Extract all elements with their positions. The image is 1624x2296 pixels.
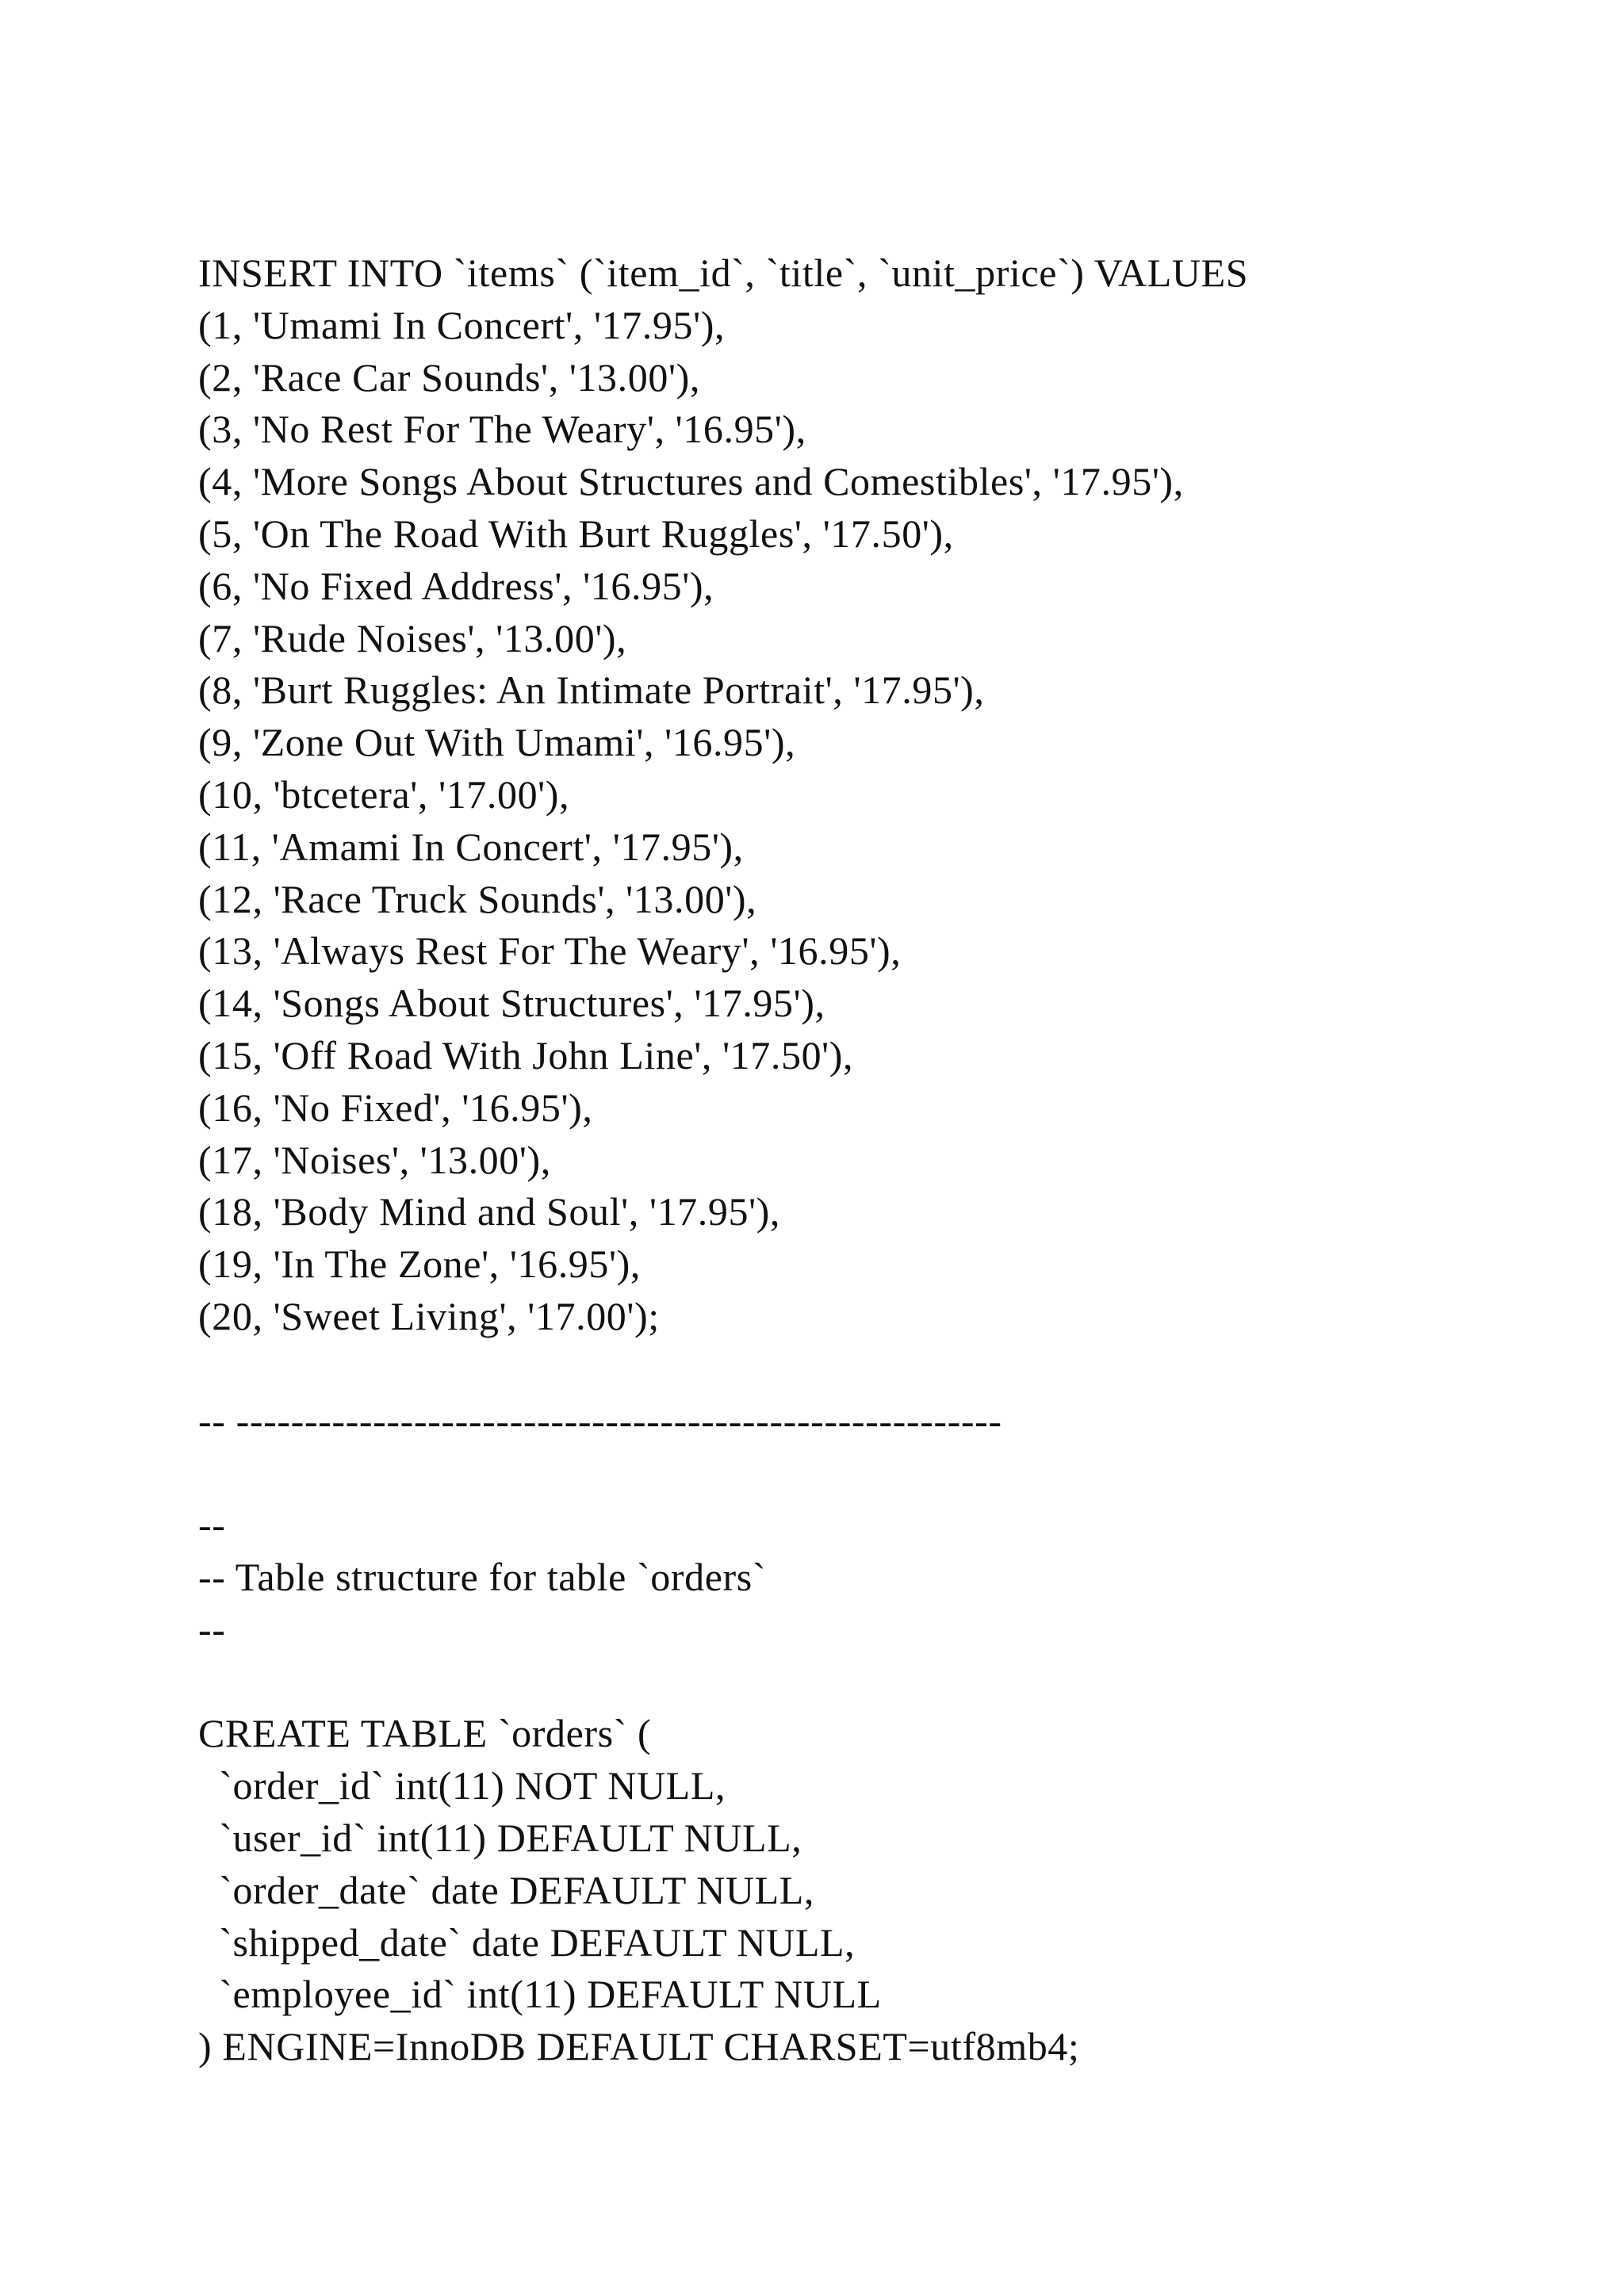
- create-table-column: `order_date` date DEFAULT NULL,: [198, 1867, 815, 1912]
- insert-row: (13, 'Always Rest For The Weary', '16.95'),: [198, 928, 902, 974]
- insert-row: (2, 'Race Car Sounds', '13.00'),: [198, 354, 700, 400]
- insert-statement-header: INSERT INTO `items` (`item_id`, `title`, `unit_price`) VALUES: [198, 251, 1249, 295]
- insert-row: (10, 'btcetera', '17.00'),: [198, 771, 570, 817]
- blank-line: [198, 1447, 1546, 1499]
- insert-row: (6, 'No Fixed Address', '16.95'),: [198, 563, 714, 608]
- comment-close: --: [198, 1606, 226, 1651]
- insert-row: (17, 'Noises', '13.00'),: [198, 1137, 551, 1182]
- create-table-column: `shipped_date` date DEFAULT NULL,: [198, 1919, 856, 1965]
- comment-open: --: [198, 1502, 226, 1548]
- insert-row: (16, 'No Fixed', '16.95'),: [198, 1085, 593, 1130]
- create-table-column: `order_id` int(11) NOT NULL,: [198, 1763, 726, 1808]
- sql-dump-text: [198, 247, 1546, 2073]
- create-table-column: `user_id` int(11) DEFAULT NULL,: [198, 1815, 802, 1860]
- insert-row: (20, 'Sweet Living', '17.00');: [198, 1293, 660, 1338]
- insert-row: (19, 'In The Zone', '16.95'),: [198, 1242, 641, 1287]
- insert-row: (9, 'Zone Out With Umami', '16.95'),: [198, 720, 796, 765]
- insert-row: (7, 'Rude Noises', '13.00'),: [198, 615, 627, 660]
- insert-row: (15, 'Off Road With John Line', '17.50'),: [198, 1032, 854, 1077]
- create-table-footer: ) ENGINE=InnoDB DEFAULT CHARSET=utf8mb4;: [198, 2024, 1080, 2069]
- insert-row: (14, 'Songs About Structures', '17.95'),: [198, 981, 825, 1026]
- comment-title: -- Table structure for table `orders`: [198, 1554, 767, 1599]
- blank-line: [198, 1343, 1546, 1395]
- create-table-column: `employee_id` int(11) DEFAULT NULL: [198, 1972, 882, 2017]
- insert-row: (3, 'No Rest For The Weary', '16.95'),: [198, 407, 806, 452]
- insert-row: (18, 'Body Mind and Soul', '17.95'),: [198, 1189, 781, 1234]
- separator-comment: -- --------------------------------------------------------: [198, 1398, 1002, 1443]
- blank-line: [198, 1656, 1546, 1709]
- create-table-header: CREATE TABLE `orders` (: [198, 1711, 652, 1756]
- insert-row: (5, 'On The Road With Burt Ruggles', '17.50'),: [198, 511, 954, 556]
- insert-row: (1, 'Umami In Concert', '17.95'),: [198, 302, 726, 347]
- insert-row: (11, 'Amami In Concert', '17.95'),: [198, 824, 744, 869]
- insert-row: (8, 'Burt Ruggles: An Intimate Portrait', '17.95'),: [198, 668, 985, 713]
- insert-row: (12, 'Race Truck Sounds', '13.00'),: [198, 876, 757, 921]
- insert-row: (4, 'More Songs About Structures and Comestibles', '17.95'),: [198, 459, 1184, 504]
